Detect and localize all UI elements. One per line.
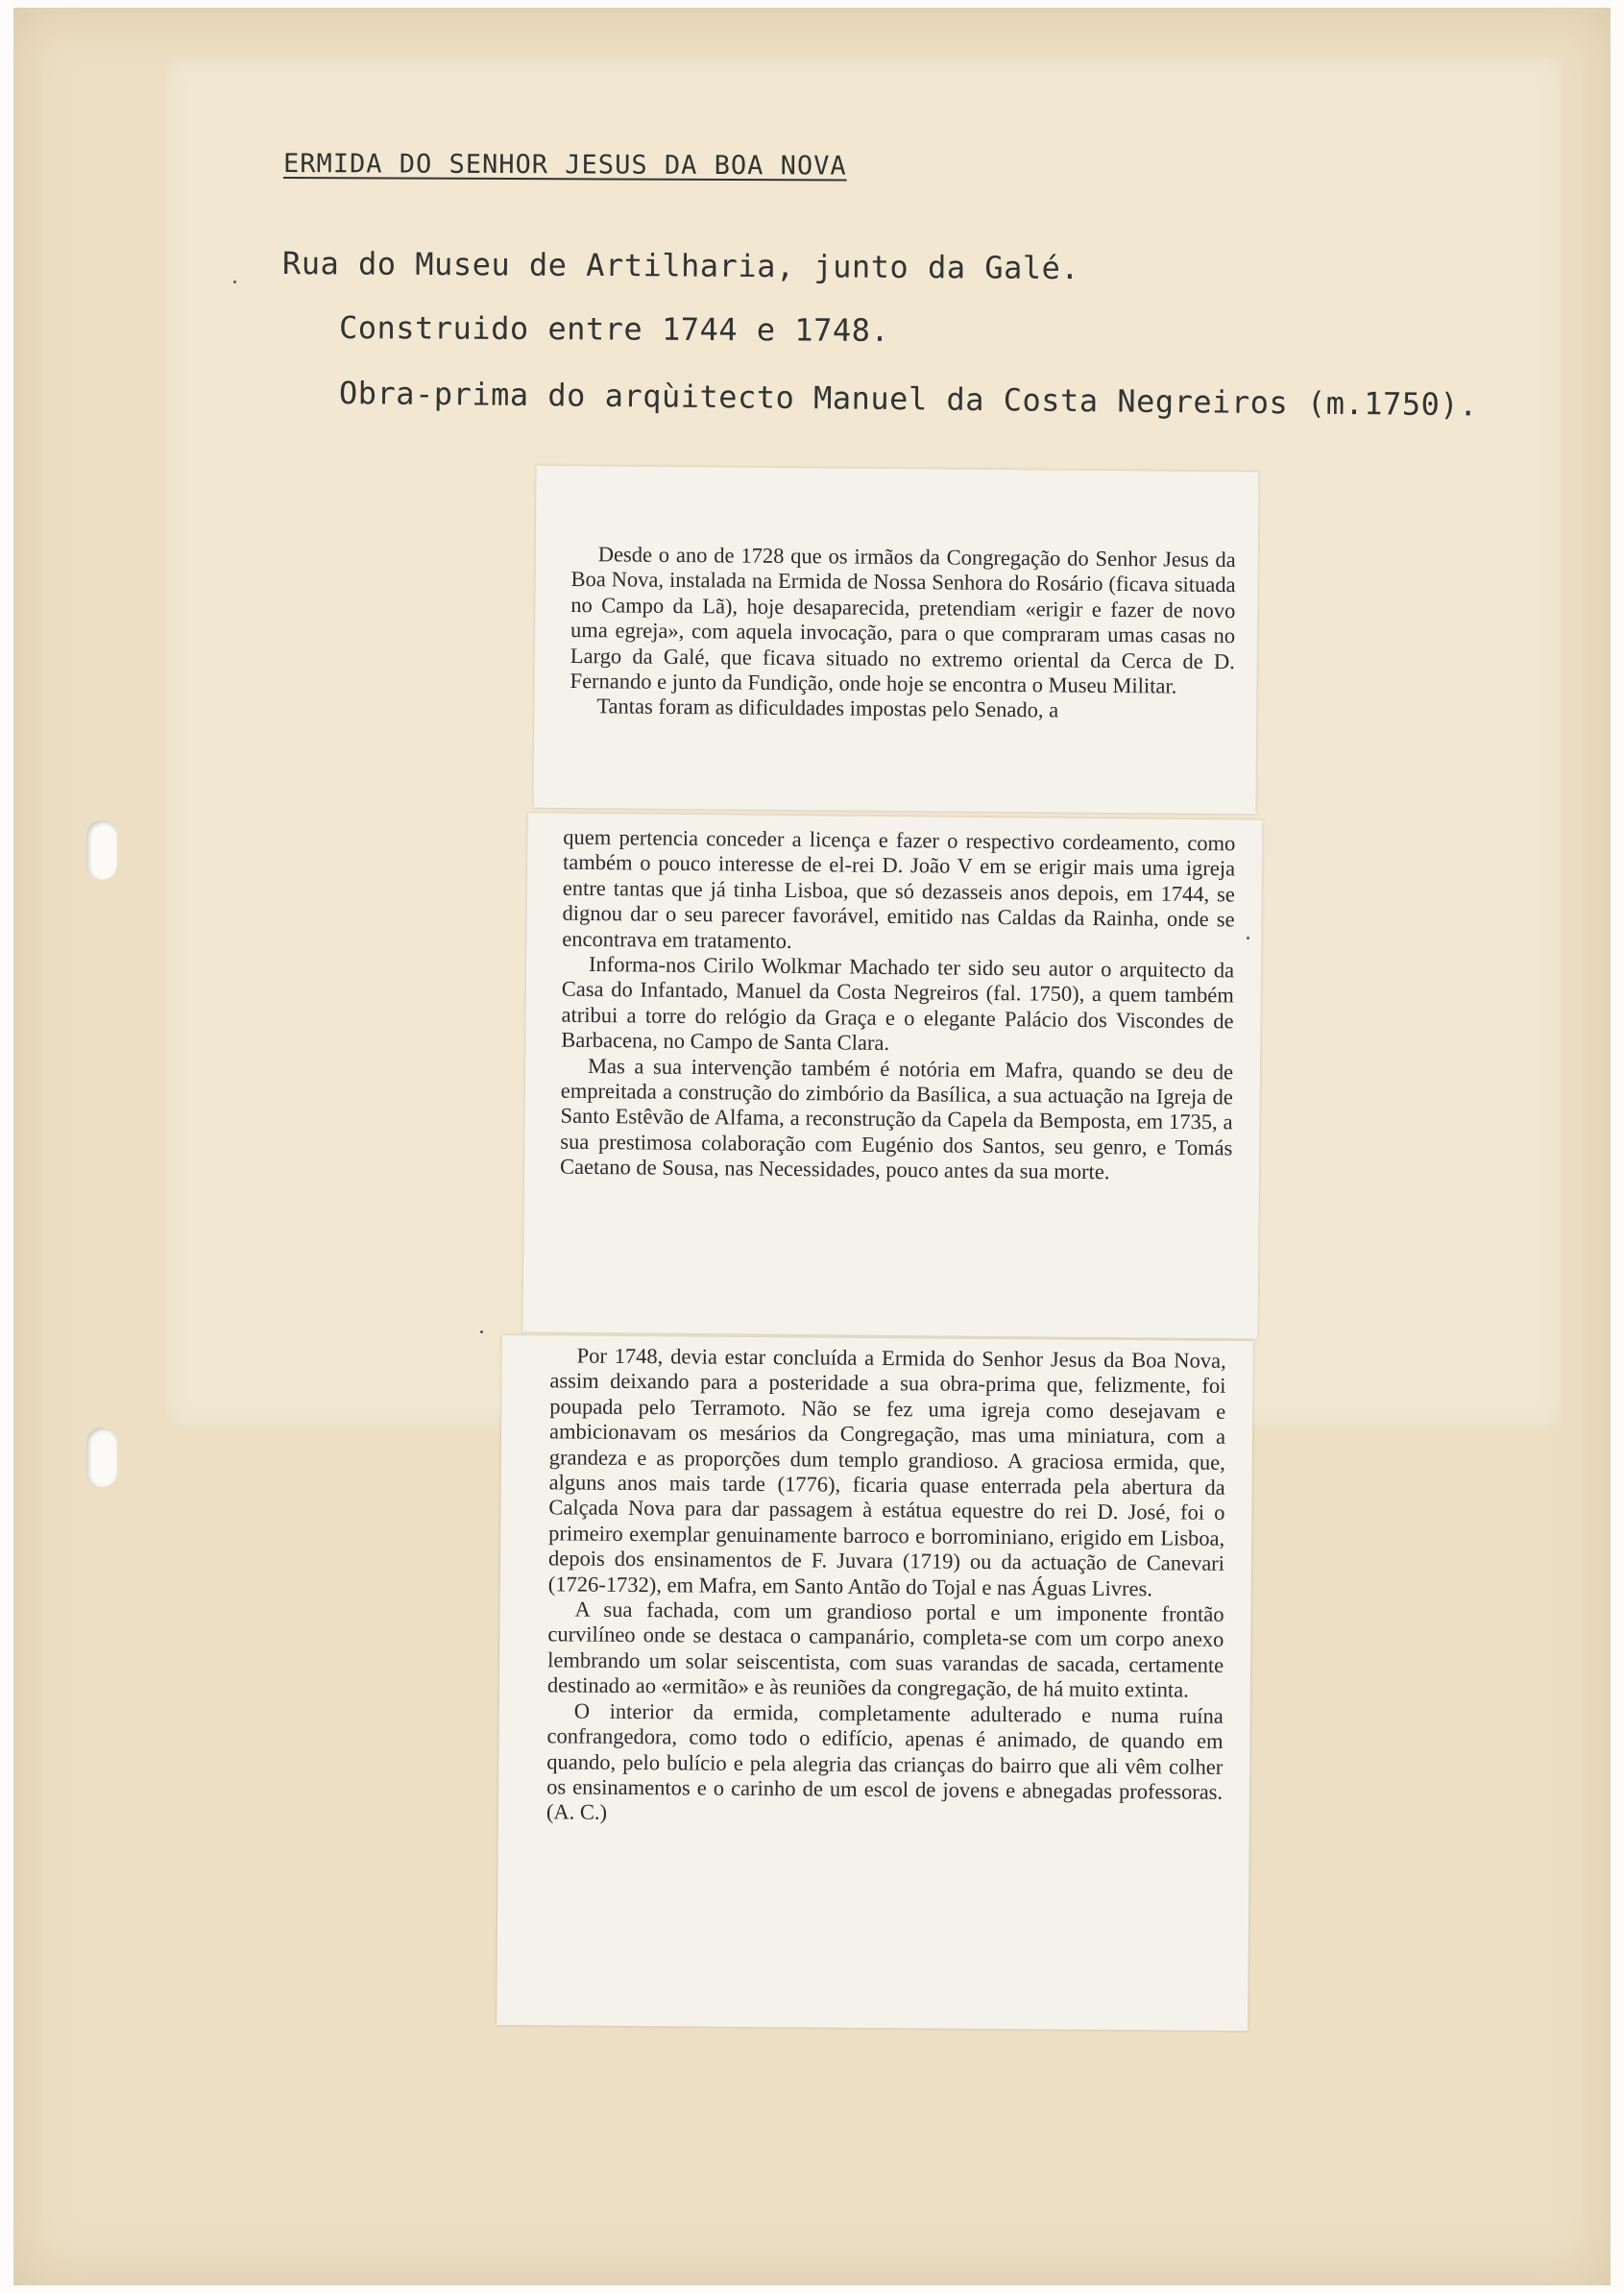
clipping-paragraph: Mas a sua intervenção também é notória em Mafra, quando se deu de empreitada a construção do zimbório da Basílica, a sua actuação na Igreja de Santo Estêvão de Alfama, a reconstrução da Capela da Bemposta, em 1735, a sua prestimosa colaboração com Eugénio dos Santos, seu genro, e Tomás Caetano de Sousa, nas Necessidades, pouco antes da sua morte. (559, 1053, 1234, 1184)
punch-hole-bottom (86, 1427, 117, 1487)
clipping-paragraph: Informa-nos Cirilo Wolkmar Machado ter sido seu autor o arquitecto da Casa do Infantado, Manuel da Costa Negreiros (fal. 1750), a quem também atribui a torre do relógio da Graça e o elegante Palácio dos Viscondes de Barbacena, no Campo de Santa Clara. (561, 951, 1235, 1056)
clipping-paragraph: Por 1748, devia estar concluída a Ermida do Senhor Jesus da Boa Nova, assim deixando para a posteridade a sua obra-prima que, felizmente, foi poupada pelo Terramoto. Não se fez uma igreja como desejavam e ambicionavam os mesários da Congregação, mas uma miniatura, com a grandeza e as proporções dum templo grandioso. A graciosa ermida, que, alguns anos mais tarde (1776), ficaria quase enterrada pela abertura da Calçada Nova para dar passagem à estátua equestre do rei D. José, foi o primeiro exemplar genuinamente barroco e borrominiano, erigido em Lisboa, depois dos ensinamentos de F. Juvara (1719) ou da actuação de Canevari (1726-1732), em Mafra, em Santo Antão do Tojal e nas Águas Livres. (547, 1343, 1226, 1600)
punch-hole-top (86, 820, 117, 880)
newspaper-clipping-2 (522, 813, 1262, 1338)
clipping-paragraph: O interior da ermida, completamente adulterado e numa ruína confrangedora, como todo o edifício, apenas é animado, de quando em quando, pelo bulício e pela alegria das crianças do bairro que ali vêm colher os ensinamentos e o carinho de um escol de jovens e abnegadas professoras. (A. C.) (545, 1698, 1224, 1825)
ink-speck (480, 1330, 483, 1333)
clipping-paragraph: Tantas foram as dificuldades impostas pelo Senado, a (596, 694, 1059, 722)
ink-speck (1247, 937, 1249, 939)
clipping-paragraph: A sua fachada, com um grandioso portal e um imponente frontão curvilíneo onde se destaca o campanário, completa-se com um corpo anexo lembrando um solar seiscentista, com suas varandas de sacada, certamente destinado ao «ermitão» e às reuniões da congregação, de há muito extinta. (546, 1597, 1224, 1702)
newspaper-clipping-3 (497, 1335, 1253, 2031)
newspaper-clipping-1 (533, 466, 1258, 815)
clipping-paragraph: quem pertencia conceder a licença e fazer o respectivo cordeamento, como também o pouco interesse de el-rei D. João V em se erigir mais uma igreja entre tantas que já tinha Lisboa, que só dezasseis anos depois, em 1744, se dignou dar o seu parecer favorável, emitido nas Caldas da Rainha, onde se encontrava em tratamento. (562, 824, 1236, 953)
clipping-paragraph: Desde o ano de 1728 que os irmãos da Congregação do Senhor Jesus da Boa Nova, instalada na Ermida de Nossa Senhora do Rosário (ficava situada no Campo da Lã), hoje desaparecida, pretendiam «erigir e fazer de novo uma egreja», com aquela invocação, para o que compraram umas casas no Largo da Galé, que ficava situado no extremo oriental da Cerca de D. Fernando e junto da Fundição, onde hoje se encontra o Museu Militar. (570, 542, 1236, 698)
construction-line: Construido entre 1744 e 1748. (338, 309, 890, 350)
ink-speck (233, 281, 236, 283)
document-title: ERMIDA DO SENHOR JESUS DA BOA NOVA (282, 149, 847, 182)
address-line: Rua do Museu de Artilharia, junto da Galé. (281, 245, 1080, 287)
architect-line: Obra-prima do arqùitecto Manuel da Costa Negreiros (m.1750). (338, 375, 1479, 424)
